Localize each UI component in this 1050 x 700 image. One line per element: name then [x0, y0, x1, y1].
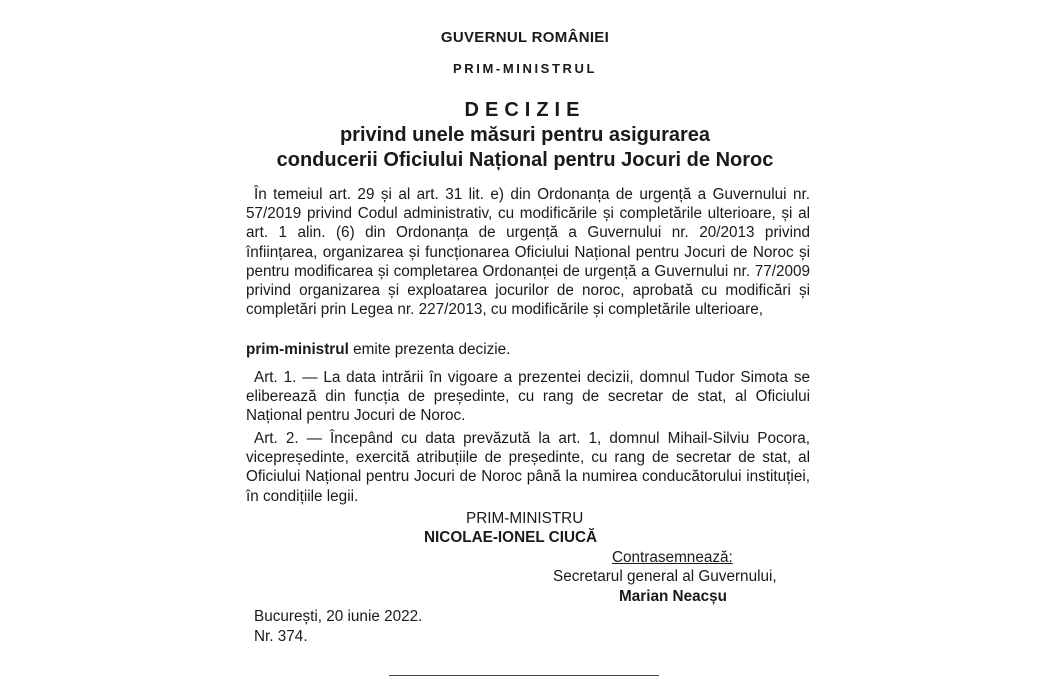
- decision-number: Nr. 374.: [254, 628, 308, 645]
- issuer-name: prim-ministrul: [246, 341, 349, 358]
- article-1-text: Art. 1. — La data intrării în vigoare a prezentei decizii, domnul Tudor Simota se eliberează din funcția de președinte, cu rang de secretar de stat, al Oficiului Național pentru Jocuri de Noroc.: [246, 369, 810, 425]
- countersign-label: Contrasemnează:: [612, 549, 733, 566]
- document-subtitle-line2: conducerii Oficiului Național pentru Jocuri de Noroc: [276, 149, 774, 171]
- place-date: București, 20 iunie 2022.: [254, 608, 423, 625]
- preamble-paragraph: [246, 185, 810, 319]
- document-subtitle-line1: privind unele măsuri pentru asigurarea: [339, 124, 711, 146]
- signature-name: NICOLAE-IONEL CIUCĂ: [424, 529, 598, 546]
- preamble-text: În temeiul art. 29 și al art. 31 lit. e) din Ordonanța de urgență a Guvernului nr. 57/2019 privind Codul administrativ, cu modificările și completările ulterioare, și al art. 1 alin. (6) din Ordonanța de urgență a Guvernului nr. 20/2013 privind înființarea, organizarea și funcționarea Oficiului Național pentru Jocuri de Noroc și pentru modificarea și completarea Ordonanței de urgență a Guvernului nr. 77/2009 privind organizarea și exploatarea jocurilor de noroc, aprobată cu modificări și completări prin Legea nr. 227/2013, cu modificările și completările ulterioare,: [246, 186, 810, 319]
- document-title: DECIZIE: [464, 99, 586, 121]
- secretary-general-title: Secretarul general al Guvernului,: [553, 568, 777, 585]
- bottom-divider: [389, 675, 659, 676]
- secretary-general-name: Marian Neacșu: [619, 588, 727, 605]
- prime-minister-header: PRIM-MINISTRUL: [453, 61, 597, 76]
- article-2-text: Art. 2. — Începând cu data prevăzută la art. 1, domnul Mihail-Silviu Pocora, vicepreședinte, exercită atribuțiile de președinte, cu rang de secretar de stat, al Oficiului Național pentru Jocuri de Noroc până la numirea conducătorului instituției, în condițiile legii.: [246, 430, 810, 505]
- issue-text: emite prezenta decizie.: [348, 341, 511, 358]
- article-2: [246, 429, 810, 506]
- signature-title: PRIM-MINISTRU: [466, 510, 584, 527]
- government-header: GUVERNUL ROMÂNIEI: [440, 29, 610, 46]
- issue-paragraph: [246, 340, 810, 359]
- article-1: [246, 368, 810, 426]
